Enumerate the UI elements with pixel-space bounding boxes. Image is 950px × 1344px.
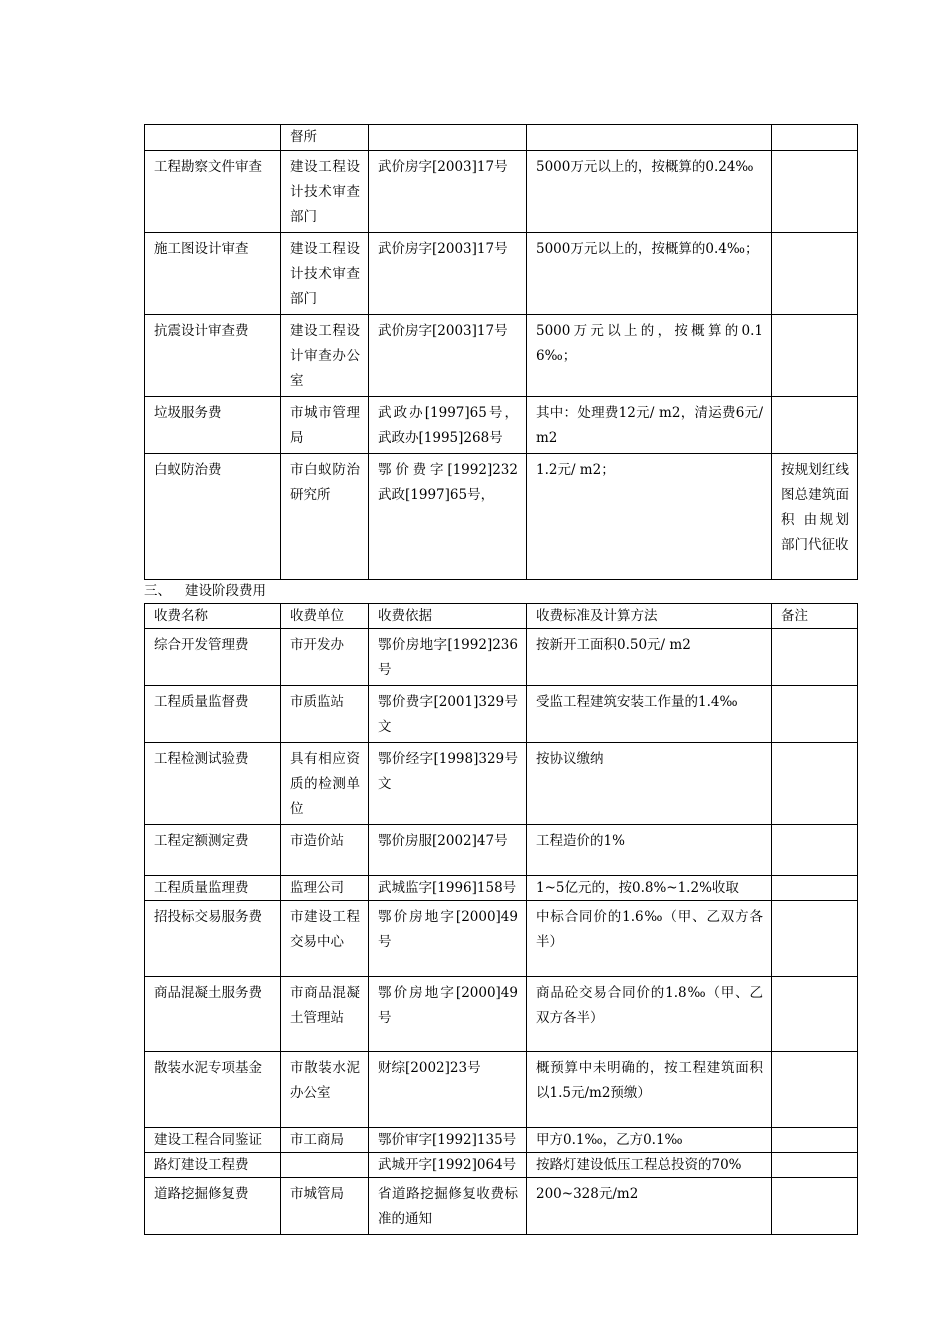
- cell-note: [772, 1128, 858, 1153]
- table-row: [145, 125, 858, 151]
- cell-basis: 鄂价房地字[2000]49号: [369, 977, 527, 1052]
- cell-standard: 5000万元以上的，按概算的0.4‰；: [527, 233, 772, 315]
- cell-note: [772, 825, 858, 876]
- table-row: [145, 686, 858, 743]
- cell-name: 抗震设计审查费: [145, 315, 281, 397]
- cell-basis: 鄂价房地字[2000]49号: [369, 901, 527, 977]
- cell-note: [772, 743, 858, 825]
- cell-note: [772, 977, 858, 1052]
- cell-name: 工程勘察文件审查: [145, 151, 281, 233]
- cell-basis: 鄂价费字[1992]232 武政[1997]65号，: [369, 454, 527, 580]
- cell-standard: 工程造价的1%: [527, 825, 772, 876]
- header-fee-unit: 收费单位: [281, 604, 369, 629]
- cell-name: 施工图设计审查: [145, 233, 281, 315]
- cell-basis: 省道路挖掘修复收费标准的通知: [369, 1178, 527, 1235]
- header-note: 备注: [772, 604, 858, 629]
- cell-note: [772, 233, 858, 315]
- table-row: [145, 1153, 858, 1178]
- cell-standard: 中标合同价的1.6‰（甲、乙双方各半）: [527, 901, 772, 977]
- cell-basis: 鄂价经字[1998]329号文: [369, 743, 527, 825]
- construction-fee-table-body: [145, 629, 858, 1235]
- cell-basis: 武城开字[1992]064号: [369, 1153, 527, 1178]
- cell-name: 工程质量监理费: [145, 876, 281, 901]
- cell-note: [772, 1153, 858, 1178]
- header-fee-name: 收费名称: [145, 604, 281, 629]
- cell-note: [772, 315, 858, 397]
- cell-name: 道路挖掘修复费: [145, 1178, 281, 1235]
- cell-unit: 市工商局: [281, 1128, 369, 1153]
- cell-unit: 市城市管理局: [281, 397, 369, 454]
- cell-standard: 其中：处理费12元/ m2，清运费6元/ m2: [527, 397, 772, 454]
- cell-unit: 具有相应资质的检测单位: [281, 743, 369, 825]
- table-row: [145, 977, 858, 1052]
- table-header-row: [145, 604, 858, 629]
- table-row: [145, 629, 858, 686]
- cell-note: 按规划红线图总建筑面积 由规划部门代征收: [772, 454, 858, 580]
- cell-standard: 受监工程建筑安装工作量的1.4‰: [527, 686, 772, 743]
- cell-name: 白蚁防治费: [145, 454, 281, 580]
- table-row: [145, 1128, 858, 1153]
- cell-standard: 1.2元/ m2；: [527, 454, 772, 580]
- cell-basis: [369, 125, 527, 151]
- cell-note: [772, 901, 858, 977]
- cell-basis: 武价房字[2003]17号: [369, 315, 527, 397]
- cell-name: 综合开发管理费: [145, 629, 281, 686]
- cell-standard: 5000万元以上的，按概算的0.24‰: [527, 151, 772, 233]
- cell-standard: 按新开工面积0.50元/ m2: [527, 629, 772, 686]
- cell-name: 工程检测试验费: [145, 743, 281, 825]
- cell-name: 路灯建设工程费: [145, 1153, 281, 1178]
- section-number: 三、: [144, 583, 171, 599]
- section-heading: [144, 580, 266, 602]
- header-fee-standard: 收费标准及计算方法: [527, 604, 772, 629]
- cell-basis: 武政办[1997]65号，武政办[1995]268号: [369, 397, 527, 454]
- cell-standard: [527, 125, 772, 151]
- cell-name: 工程质量监督费: [145, 686, 281, 743]
- table-row: [145, 397, 858, 454]
- table-row: [145, 743, 858, 825]
- table-row: [145, 151, 858, 233]
- cell-unit: 市造价站: [281, 825, 369, 876]
- cell-note: [772, 686, 858, 743]
- cell-standard: 1~5亿元的，按0.8%~1.2%收取: [527, 876, 772, 901]
- fee-table-continued: [144, 124, 858, 580]
- cell-standard: 概预算中未明确的，按工程建筑面积以1.5元/m2预缴）: [527, 1052, 772, 1128]
- cell-note: [772, 1052, 858, 1128]
- table-row: [145, 901, 858, 977]
- cell-unit: 建设工程设计技术审查部门: [281, 233, 369, 315]
- cell-name: 垃圾服务费: [145, 397, 281, 454]
- cell-unit: 建设工程设计审查办公室: [281, 315, 369, 397]
- cell-unit: [281, 1153, 369, 1178]
- cell-unit: 市白蚁防治研究所: [281, 454, 369, 580]
- fee-table-continued-body: [145, 125, 858, 580]
- table-row: [145, 454, 858, 580]
- table-row: [145, 876, 858, 901]
- table-row: [145, 1052, 858, 1128]
- cell-note: [772, 629, 858, 686]
- cell-name: 工程定额测定费: [145, 825, 281, 876]
- table-row: [145, 233, 858, 315]
- cell-name: 商品混凝土服务费: [145, 977, 281, 1052]
- table-row: [145, 825, 858, 876]
- cell-note: [772, 397, 858, 454]
- cell-standard: 甲方0.1‰，乙方0.1‰: [527, 1128, 772, 1153]
- cell-note: [772, 876, 858, 901]
- cell-basis: 鄂价费字[2001]329号文: [369, 686, 527, 743]
- cell-standard: 5000万元以上的，按概算的0.16‰；: [527, 315, 772, 397]
- cell-name: 建设工程合同鉴证: [145, 1128, 281, 1153]
- cell-basis: 财综[2002]23号: [369, 1052, 527, 1128]
- cell-basis: 鄂价房服[2002]47号: [369, 825, 527, 876]
- cell-note: [772, 151, 858, 233]
- cell-basis: 鄂价审字[1992]135号: [369, 1128, 527, 1153]
- cell-unit: 市质监站: [281, 686, 369, 743]
- cell-unit: 督所: [281, 125, 369, 151]
- cell-standard: 商品砼交易合同价的1.8‰（甲、乙双方各半）: [527, 977, 772, 1052]
- cell-name: 招投标交易服务费: [145, 901, 281, 977]
- section-title-text: 建设阶段费用: [185, 583, 266, 599]
- cell-standard: 按路灯建设低压工程总投资的70%: [527, 1153, 772, 1178]
- cell-basis: 武城监字[1996]158号: [369, 876, 527, 901]
- cell-basis: 鄂价房地字[1992]236号: [369, 629, 527, 686]
- cell-unit: 市开发办: [281, 629, 369, 686]
- cell-name: 散装水泥专项基金: [145, 1052, 281, 1128]
- cell-note: [772, 125, 858, 151]
- cell-unit: 市建设工程交易中心: [281, 901, 369, 977]
- cell-basis: 武价房字[2003]17号: [369, 151, 527, 233]
- cell-unit: 建设工程设计技术审查部门: [281, 151, 369, 233]
- cell-name: [145, 125, 281, 151]
- table-row: [145, 315, 858, 397]
- cell-unit: 市城管局: [281, 1178, 369, 1235]
- table-row: [145, 1178, 858, 1235]
- construction-fee-table: [144, 603, 858, 1235]
- cell-standard: 200~328元/m2: [527, 1178, 772, 1235]
- cell-unit: 市散装水泥办公室: [281, 1052, 369, 1128]
- cell-unit: 市商品混凝土管理站: [281, 977, 369, 1052]
- cell-note: [772, 1178, 858, 1235]
- cell-unit: 监理公司: [281, 876, 369, 901]
- cell-standard: 按协议缴纳: [527, 743, 772, 825]
- header-fee-basis: 收费依据: [369, 604, 527, 629]
- cell-basis: 武价房字[2003]17号: [369, 233, 527, 315]
